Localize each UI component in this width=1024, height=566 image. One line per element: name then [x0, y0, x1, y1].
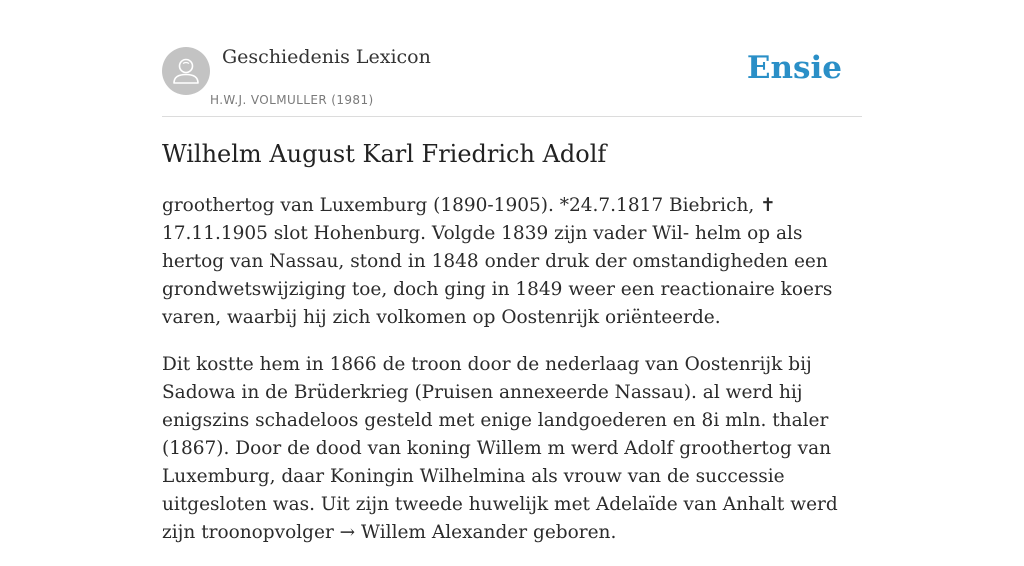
- author-credit[interactable]: H.W.J. VOLMULLER (1981): [210, 93, 374, 107]
- entry-paragraph: Dit kostte hem in 1866 de troon door de nederlaag van Oostenrijk bij Sadowa in de Brüderkrieg (Pruisen annexeerde Nassau). al werd hij enigszins schadeloos gesteld met enige landgoederen en 8i mln. thaler (1867). Door de dood van koning Willem m werd Adolf groothertog van Luxemburg, daar Koningin Wilhelmina als vrouw van de successie uitgesloten was. Uit zijn tweede huwelijk met Adelaïde van Anhalt werd zijn troonopvolger → Willem Alexander geboren.: [162, 354, 838, 543]
- header: [162, 0, 862, 117]
- entry-title: Wilhelm August Karl Friedrich Adolf: [162, 140, 607, 168]
- user-icon: [162, 47, 210, 95]
- entry-body: [162, 192, 862, 566]
- avatar[interactable]: [162, 47, 210, 95]
- brand-logo[interactable]: Ensie: [746, 50, 842, 86]
- lexicon-title[interactable]: Geschiedenis Lexicon: [222, 46, 431, 68]
- entry-paragraph: groothertog van Luxemburg (1890-1905). *24.7.1817 Biebrich, ✝ 17.11.1905 slot Hohenburg. Volgde 1839 zijn vader Wil- helm op als hertog van Nassau, stond in 1848 onder druk der omstandigheden een grondwetswijziging toe, doch ging in 1849 weer een reactionaire koers varen, waarbij hij zich volkomen op Oostenrijk oriënteerde.: [162, 195, 833, 328]
- page: [162, 0, 862, 543]
